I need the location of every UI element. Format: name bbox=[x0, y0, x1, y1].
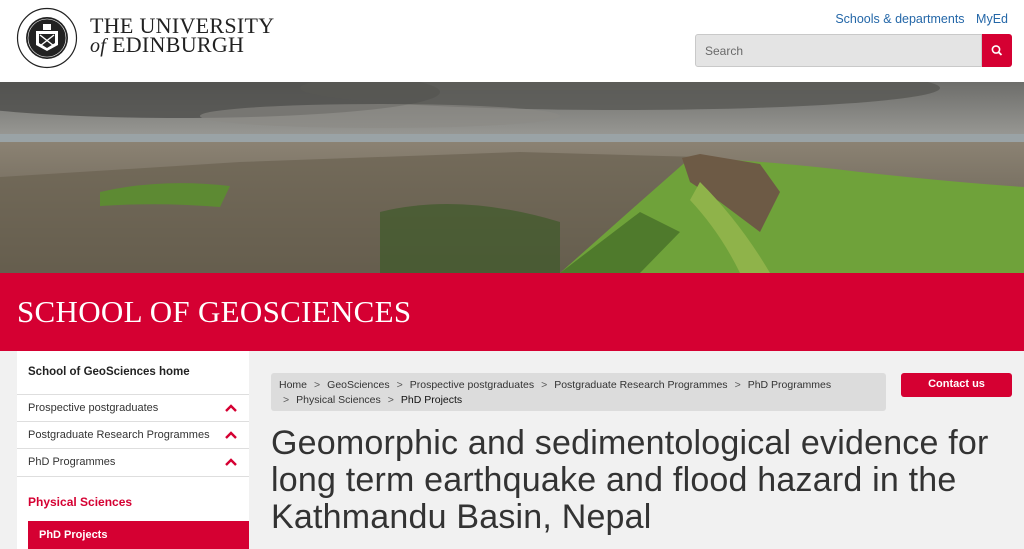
site-header bbox=[0, 0, 1024, 82]
breadcrumb-prospective-postgraduates[interactable]: Prospective postgraduates bbox=[409, 379, 535, 391]
wordmark-line2 bbox=[90, 32, 274, 57]
breadcrumb-separator: > bbox=[734, 379, 741, 391]
chevron-up-icon[interactable] bbox=[225, 431, 237, 439]
sidebar-home-link[interactable]: School of GeoSciences home bbox=[17, 351, 249, 395]
top-links bbox=[827, 12, 1008, 26]
chevron-up-icon[interactable] bbox=[225, 404, 237, 412]
wordmark-line1: THE UNIVERSITY bbox=[90, 13, 275, 38]
breadcrumb-separator: > bbox=[314, 379, 321, 391]
breadcrumb-separator: > bbox=[387, 394, 394, 406]
search-button[interactable] bbox=[982, 34, 1012, 67]
university-wordmark[interactable] bbox=[90, 13, 275, 57]
search-icon bbox=[982, 34, 1012, 67]
breadcrumb-separator: > bbox=[541, 379, 548, 391]
hero-image bbox=[0, 82, 1024, 273]
breadcrumb-postgraduate-research[interactable]: Postgraduate Research Programmes bbox=[554, 379, 728, 391]
schools-departments-link[interactable]: Schools & departments bbox=[835, 12, 965, 26]
sidebar-nav bbox=[17, 351, 249, 549]
school-title[interactable]: SCHOOL OF GEOSCIENCES bbox=[17, 294, 412, 329]
university-crest-logo[interactable] bbox=[16, 7, 78, 69]
breadcrumb-physical-sciences[interactable]: Physical Sciences bbox=[296, 394, 381, 406]
breadcrumb-separator: > bbox=[396, 379, 403, 391]
sidebar-item-label: Prospective postgraduates bbox=[28, 402, 159, 414]
school-banner bbox=[0, 273, 1024, 351]
edinburgh-panorama bbox=[0, 82, 1024, 273]
sidebar-item-postgraduate-research[interactable] bbox=[17, 422, 249, 449]
sidebar-item-phd-programmes[interactable] bbox=[17, 449, 249, 477]
page-title: Geomorphic and sedimentological evidence for long term earthquake and flood hazard in the Kathmandu Basin, Nepal bbox=[271, 424, 989, 536]
chevron-up-icon[interactable] bbox=[225, 458, 237, 466]
sidebar-section-physical-sciences[interactable]: Physical Sciences bbox=[28, 495, 133, 509]
breadcrumb-home[interactable]: Home bbox=[279, 379, 308, 391]
breadcrumb-phd-programmes[interactable]: PhD Programmes bbox=[747, 379, 832, 391]
sidebar-item-phd-projects[interactable]: PhD Projects bbox=[28, 521, 249, 549]
myed-link[interactable]: MyEd bbox=[976, 12, 1008, 26]
breadcrumb-current: PhD Projects bbox=[400, 394, 463, 406]
search-input[interactable]: Search bbox=[695, 34, 982, 67]
breadcrumb-separator: > bbox=[283, 394, 290, 406]
wordmark-edinburgh: EDINBURGH bbox=[111, 32, 245, 57]
sidebar-item-label: PhD Programmes bbox=[28, 456, 116, 468]
breadcrumb-geosciences[interactable]: GeoSciences bbox=[327, 379, 390, 391]
sidebar-item-prospective-postgraduates[interactable] bbox=[17, 395, 249, 422]
breadcrumb bbox=[271, 373, 886, 411]
contact-us-button[interactable]: Contact us bbox=[901, 373, 1012, 397]
sidebar-item-label: Postgraduate Research Programmes bbox=[28, 429, 210, 441]
wordmark-of: of bbox=[90, 35, 107, 57]
